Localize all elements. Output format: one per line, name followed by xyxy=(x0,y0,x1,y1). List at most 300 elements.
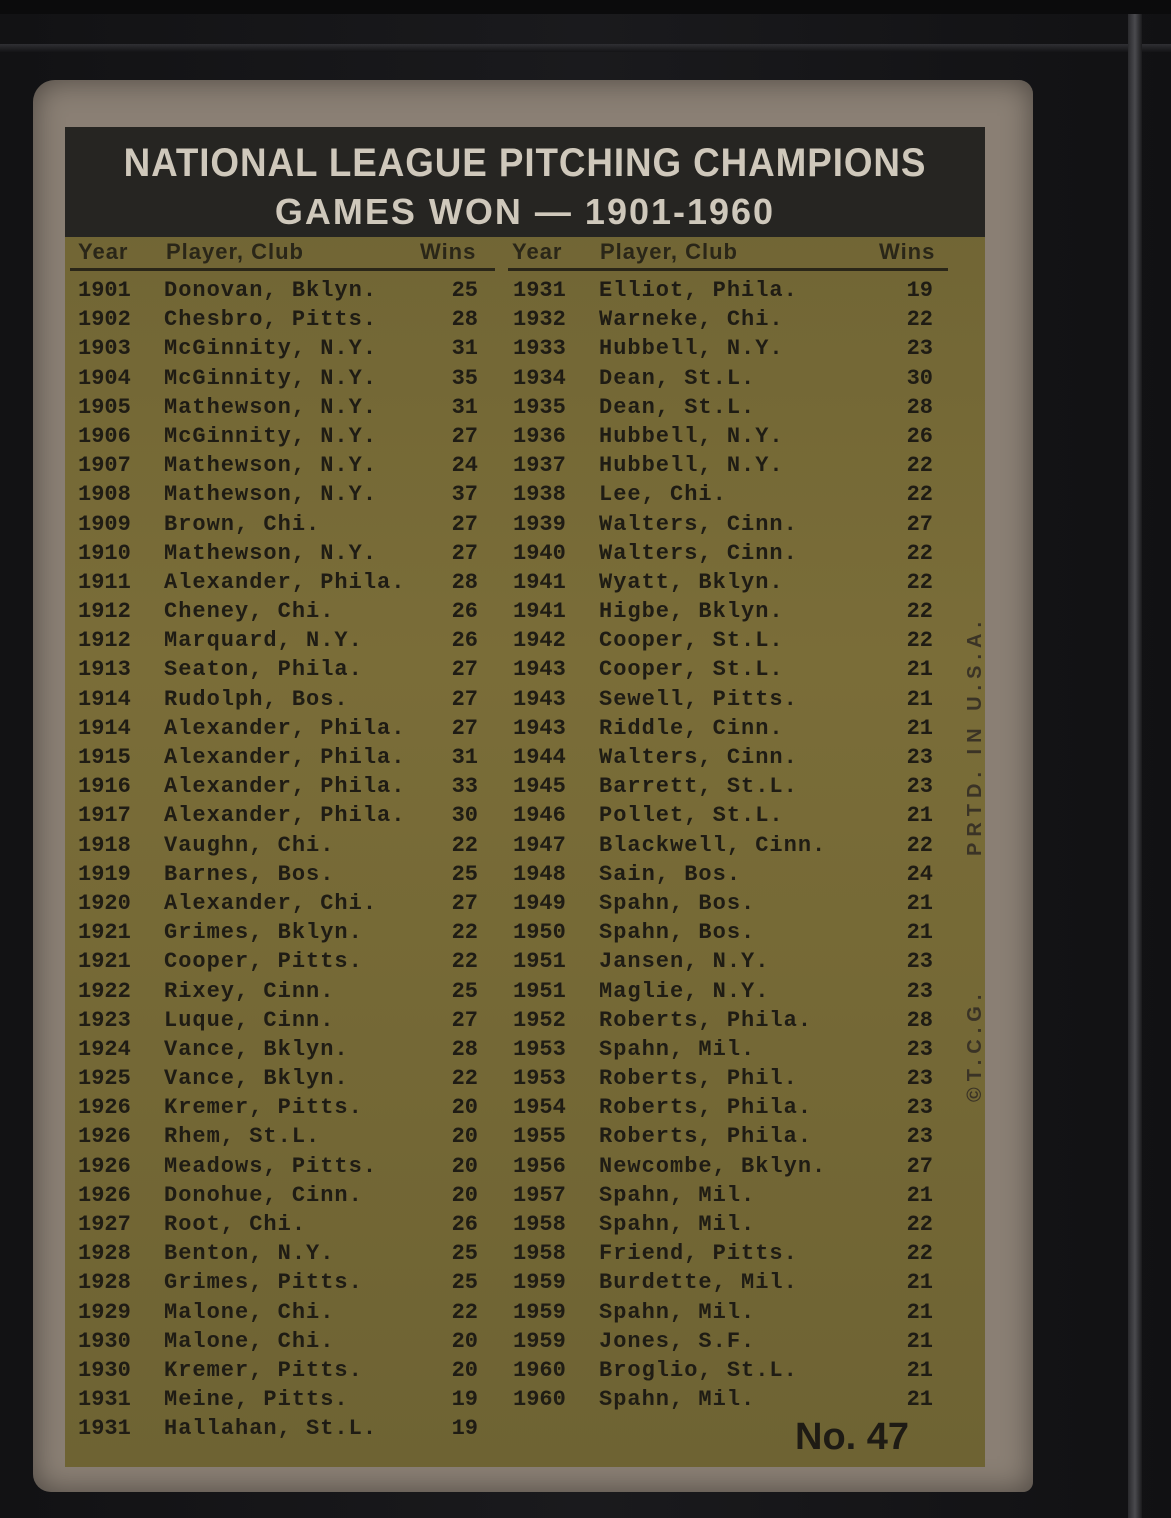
row-year: 1926 xyxy=(78,1124,131,1150)
row-player-club: Meadows, Pitts. xyxy=(164,1153,378,1179)
table-row xyxy=(78,541,478,570)
table-row xyxy=(78,1329,478,1358)
row-year: 1939 xyxy=(513,511,566,537)
row-year: 1918 xyxy=(78,832,131,858)
row-year: 1934 xyxy=(513,365,566,391)
row-wins: 22 xyxy=(906,1241,933,1267)
row-wins: 25 xyxy=(451,1241,478,1267)
row-player-club: Vaughn, Chi. xyxy=(164,832,335,858)
table-row xyxy=(513,1387,933,1416)
row-player-club: Roberts, Phil. xyxy=(599,1066,798,1092)
row-player-club: Grimes, Pitts. xyxy=(164,1270,363,1296)
row-player-club: Alexander, Phila. xyxy=(164,803,406,829)
row-year: 1956 xyxy=(513,1153,566,1179)
row-player-club: Donohue, Cinn. xyxy=(164,1182,363,1208)
row-year: 1906 xyxy=(78,423,131,449)
row-player-club: Luque, Cinn. xyxy=(164,1007,335,1033)
row-player-club: Walters, Cinn. xyxy=(599,540,798,566)
table-row xyxy=(78,336,478,365)
row-wins: 27 xyxy=(451,511,478,537)
left-header-wins: Wins xyxy=(420,239,477,264)
table-row xyxy=(513,687,933,716)
row-player-club: Riddle, Cinn. xyxy=(599,715,784,741)
row-wins: 22 xyxy=(451,920,478,946)
row-year: 1903 xyxy=(78,336,131,362)
table-row xyxy=(78,862,478,891)
row-player-club: Alexander, Chi. xyxy=(164,890,378,916)
table-row xyxy=(513,1212,933,1241)
row-year: 1943 xyxy=(513,657,566,683)
row-player-club: Jansen, N.Y. xyxy=(599,949,770,975)
row-player-club: Benton, N.Y. xyxy=(164,1241,335,1267)
row-year: 1926 xyxy=(78,1182,131,1208)
row-player-club: Higbe, Bklyn. xyxy=(599,599,784,625)
row-player-club: Sewell, Pitts. xyxy=(599,686,798,712)
row-wins: 28 xyxy=(451,1036,478,1062)
table-row xyxy=(78,1066,478,1095)
table-row xyxy=(78,307,478,336)
table-row xyxy=(513,541,933,570)
row-player-club: Blackwell, Cinn. xyxy=(599,832,827,858)
row-wins: 27 xyxy=(451,715,478,741)
row-player-club: Rhem, St.L. xyxy=(164,1124,321,1150)
row-player-club: Burdette, Mil. xyxy=(599,1270,798,1296)
row-year: 1930 xyxy=(78,1328,131,1354)
card-header xyxy=(65,127,985,237)
row-player-club: Alexander, Phila. xyxy=(164,569,406,595)
row-wins: 21 xyxy=(906,1182,933,1208)
row-player-club: McGinnity, N.Y. xyxy=(164,423,378,449)
table-row xyxy=(513,453,933,482)
table-row xyxy=(78,979,478,1008)
row-wins: 19 xyxy=(451,1387,478,1413)
row-wins: 19 xyxy=(906,278,933,303)
row-year: 1921 xyxy=(78,949,131,975)
row-player-club: Spahn, Bos. xyxy=(599,920,756,946)
row-player-club: Cooper, Pitts. xyxy=(164,949,363,975)
table-row xyxy=(78,628,478,657)
row-year: 1954 xyxy=(513,1095,566,1121)
row-year: 1909 xyxy=(78,511,131,537)
row-wins: 30 xyxy=(906,365,933,391)
row-year: 1959 xyxy=(513,1299,566,1325)
row-wins: 22 xyxy=(451,949,478,975)
row-year: 1946 xyxy=(513,803,566,829)
row-wins: 25 xyxy=(451,861,478,887)
table-row xyxy=(78,920,478,949)
row-year: 1951 xyxy=(513,978,566,1004)
row-year: 1959 xyxy=(513,1328,566,1354)
table-row xyxy=(78,1183,478,1212)
row-player-club: Sain, Bos. xyxy=(599,861,742,887)
row-year: 1942 xyxy=(513,628,566,654)
row-year: 1914 xyxy=(78,686,131,712)
row-player-club: Mathewson, N.Y. xyxy=(164,482,378,508)
row-player-club: Vance, Bklyn. xyxy=(164,1036,349,1062)
row-player-club: Hallahan, St.L. xyxy=(164,1416,378,1442)
row-player-club: Spahn, Mil. xyxy=(599,1387,756,1413)
row-wins: 27 xyxy=(451,1007,478,1033)
row-year: 1919 xyxy=(78,861,131,887)
row-player-club: Roberts, Phila. xyxy=(599,1124,813,1150)
row-player-club: Elliot, Phila. xyxy=(599,278,798,303)
table-row xyxy=(513,1270,933,1299)
row-wins: 33 xyxy=(451,774,478,800)
row-player-club: Mathewson, N.Y. xyxy=(164,453,378,479)
row-year: 1957 xyxy=(513,1182,566,1208)
row-year: 1958 xyxy=(513,1212,566,1237)
row-year: 1933 xyxy=(513,336,566,362)
table-row xyxy=(78,1037,478,1066)
row-wins: 27 xyxy=(451,423,478,449)
row-player-club: Spahn, Mil. xyxy=(599,1182,756,1208)
printed-in-usa-note: PRTD. IN U.S.A. xyxy=(964,615,986,856)
row-player-club: Donovan, Bklyn. xyxy=(164,278,378,303)
row-year: 1935 xyxy=(513,394,566,420)
row-year: 1915 xyxy=(78,745,131,770)
row-wins: 31 xyxy=(451,394,478,420)
row-player-club: Seaton, Phila. xyxy=(164,657,363,683)
row-year: 1901 xyxy=(78,278,131,303)
row-year: 1948 xyxy=(513,861,566,887)
table-row xyxy=(78,1095,478,1124)
row-wins: 24 xyxy=(906,861,933,887)
table-row xyxy=(78,1358,478,1387)
right-header-rule xyxy=(508,268,948,271)
row-wins: 26 xyxy=(451,599,478,625)
table-row xyxy=(513,1008,933,1037)
row-year: 1905 xyxy=(78,394,131,420)
table-row xyxy=(78,745,478,774)
row-year: 1907 xyxy=(78,453,131,479)
table-row xyxy=(513,949,933,978)
row-wins: 25 xyxy=(451,278,478,303)
table-row xyxy=(513,803,933,832)
table-row xyxy=(513,1241,933,1270)
table-row xyxy=(78,599,478,628)
row-wins: 21 xyxy=(906,715,933,741)
table-row xyxy=(513,1300,933,1329)
row-player-club: Broglio, St.L. xyxy=(599,1357,798,1383)
row-wins: 20 xyxy=(451,1328,478,1354)
row-wins: 21 xyxy=(906,1299,933,1325)
row-year: 1930 xyxy=(78,1357,131,1383)
row-year: 1943 xyxy=(513,686,566,712)
row-wins: 23 xyxy=(906,978,933,1004)
table-row xyxy=(78,803,478,832)
row-wins: 28 xyxy=(906,1007,933,1033)
row-wins: 20 xyxy=(451,1182,478,1208)
row-year: 1959 xyxy=(513,1270,566,1296)
table-row xyxy=(78,949,478,978)
row-wins: 23 xyxy=(906,1095,933,1121)
row-year: 1949 xyxy=(513,890,566,916)
table-row xyxy=(78,366,478,395)
row-year: 1952 xyxy=(513,1007,566,1033)
row-year: 1912 xyxy=(78,599,131,625)
row-player-club: Hubbell, N.Y. xyxy=(599,423,784,449)
row-player-club: Kremer, Pitts. xyxy=(164,1357,363,1383)
sleeve-right-edge xyxy=(1128,14,1142,1518)
row-year: 1920 xyxy=(78,890,131,916)
row-wins: 23 xyxy=(906,1124,933,1150)
row-wins: 27 xyxy=(451,657,478,683)
row-year: 1926 xyxy=(78,1153,131,1179)
row-year: 1931 xyxy=(78,1387,131,1413)
table-row xyxy=(78,424,478,453)
row-wins: 26 xyxy=(906,423,933,449)
row-player-club: Cooper, St.L. xyxy=(599,657,784,683)
table-row xyxy=(78,512,478,541)
row-wins: 22 xyxy=(906,569,933,595)
row-wins: 23 xyxy=(906,774,933,800)
row-wins: 27 xyxy=(906,1153,933,1179)
table-row xyxy=(513,599,933,628)
row-player-club: Spahn, Mil. xyxy=(599,1299,756,1325)
row-player-club: Walters, Cinn. xyxy=(599,745,798,770)
row-player-club: Friend, Pitts. xyxy=(599,1241,798,1267)
right-champions-list xyxy=(513,278,933,1416)
left-champions-list xyxy=(78,278,478,1446)
row-player-club: Alexander, Phila. xyxy=(164,745,406,770)
table-row xyxy=(513,1037,933,1066)
row-player-club: Lee, Chi. xyxy=(599,482,727,508)
row-player-club: Hubbell, N.Y. xyxy=(599,336,784,362)
row-year: 1913 xyxy=(78,657,131,683)
row-player-club: Pollet, St.L. xyxy=(599,803,784,829)
table-row xyxy=(513,745,933,774)
row-player-club: Walters, Cinn. xyxy=(599,511,798,537)
row-year: 1928 xyxy=(78,1241,131,1267)
right-header-player: Player, Club xyxy=(600,239,738,264)
row-wins: 26 xyxy=(451,628,478,654)
row-player-club: Rixey, Cinn. xyxy=(164,978,335,1004)
right-column-headers xyxy=(512,237,952,271)
row-year: 1929 xyxy=(78,1299,131,1325)
row-year: 1941 xyxy=(513,569,566,595)
row-player-club: McGinnity, N.Y. xyxy=(164,336,378,362)
row-wins: 22 xyxy=(451,832,478,858)
card-number: No. 47 xyxy=(795,1416,910,1458)
row-year: 1958 xyxy=(513,1241,566,1267)
row-year: 1914 xyxy=(78,715,131,741)
row-player-club: Barrett, St.L. xyxy=(599,774,798,800)
card-subtitle: GAMES WON — 1901-1960 xyxy=(274,191,776,232)
row-wins: 20 xyxy=(451,1153,478,1179)
row-wins: 21 xyxy=(906,1270,933,1296)
row-year: 1937 xyxy=(513,453,566,479)
row-year: 1953 xyxy=(513,1036,566,1062)
right-header-wins: Wins xyxy=(879,239,936,264)
row-wins: 22 xyxy=(906,628,933,654)
table-row xyxy=(78,1124,478,1153)
row-wins: 23 xyxy=(906,1066,933,1092)
table-row xyxy=(78,1270,478,1299)
row-wins: 25 xyxy=(451,1270,478,1296)
row-wins: 22 xyxy=(906,307,933,333)
left-header-rule xyxy=(70,268,495,271)
row-year: 1938 xyxy=(513,482,566,508)
row-player-club: Barnes, Bos. xyxy=(164,861,335,887)
row-year: 1943 xyxy=(513,715,566,741)
right-header-year: Year xyxy=(512,239,563,264)
row-year: 1908 xyxy=(78,482,131,508)
table-row xyxy=(513,366,933,395)
row-wins: 21 xyxy=(906,1387,933,1413)
row-year: 1916 xyxy=(78,774,131,800)
table-row xyxy=(78,1416,478,1445)
row-year: 1960 xyxy=(513,1387,566,1413)
row-wins: 22 xyxy=(451,1299,478,1325)
table-row xyxy=(78,1212,478,1241)
table-row xyxy=(513,336,933,365)
row-wins: 27 xyxy=(451,540,478,566)
row-wins: 24 xyxy=(451,453,478,479)
row-wins: 22 xyxy=(906,453,933,479)
row-player-club: McGinnity, N.Y. xyxy=(164,365,378,391)
row-year: 1931 xyxy=(78,1416,131,1442)
row-wins: 21 xyxy=(906,890,933,916)
table-row xyxy=(513,395,933,424)
table-row xyxy=(513,570,933,599)
left-header-player: Player, Club xyxy=(166,239,304,264)
table-row xyxy=(78,774,478,803)
row-year: 1950 xyxy=(513,920,566,946)
row-year: 1947 xyxy=(513,832,566,858)
row-player-club: Hubbell, N.Y. xyxy=(599,453,784,479)
row-wins: 19 xyxy=(451,1416,478,1442)
row-player-club: Rudolph, Bos. xyxy=(164,686,349,712)
table-row xyxy=(513,891,933,920)
row-wins: 21 xyxy=(906,686,933,712)
row-wins: 21 xyxy=(906,657,933,683)
row-player-club: Dean, St.L. xyxy=(599,394,756,420)
table-row xyxy=(513,278,933,307)
table-row xyxy=(78,278,478,307)
table-row xyxy=(78,570,478,599)
row-wins: 23 xyxy=(906,745,933,770)
card-title: NATIONAL LEAGUE PITCHING CHAMPIONS xyxy=(123,141,927,185)
row-year: 1912 xyxy=(78,628,131,654)
row-player-club: Roberts, Phila. xyxy=(599,1095,813,1121)
row-wins: 28 xyxy=(451,307,478,333)
table-row xyxy=(513,1066,933,1095)
row-player-club: Root, Chi. xyxy=(164,1212,307,1237)
row-year: 1902 xyxy=(78,307,131,333)
table-row xyxy=(78,482,478,511)
row-year: 1955 xyxy=(513,1124,566,1150)
table-row xyxy=(513,657,933,686)
row-wins: 23 xyxy=(906,336,933,362)
table-row xyxy=(513,1358,933,1387)
table-row xyxy=(513,716,933,745)
row-player-club: Cheney, Chi. xyxy=(164,599,335,625)
row-wins: 21 xyxy=(906,1328,933,1354)
row-wins: 27 xyxy=(451,686,478,712)
table-row xyxy=(513,482,933,511)
table-row xyxy=(78,716,478,745)
table-row xyxy=(513,424,933,453)
row-player-club: Alexander, Phila. xyxy=(164,715,406,741)
table-row xyxy=(78,833,478,862)
row-player-club: Spahn, Mil. xyxy=(599,1036,756,1062)
left-column-headers xyxy=(78,237,493,271)
table-row xyxy=(513,774,933,803)
table-row xyxy=(78,657,478,686)
table-row xyxy=(513,862,933,891)
row-wins: 31 xyxy=(451,336,478,362)
row-player-club: Dean, St.L. xyxy=(599,365,756,391)
table-row xyxy=(513,628,933,657)
row-year: 1945 xyxy=(513,774,566,800)
table-row xyxy=(513,512,933,541)
table-row xyxy=(78,1387,478,1416)
row-player-club: Mathewson, N.Y. xyxy=(164,394,378,420)
table-row xyxy=(78,395,478,424)
row-wins: 20 xyxy=(451,1124,478,1150)
row-player-club: Brown, Chi. xyxy=(164,511,321,537)
table-row xyxy=(513,1124,933,1153)
row-wins: 22 xyxy=(906,599,933,625)
row-player-club: Kremer, Pitts. xyxy=(164,1095,363,1121)
row-wins: 20 xyxy=(451,1357,478,1383)
row-wins: 21 xyxy=(906,1357,933,1383)
table-row xyxy=(78,1008,478,1037)
copyright-note: ©T.C.G. xyxy=(964,988,986,1102)
row-year: 1936 xyxy=(513,423,566,449)
row-player-club: Marquard, N.Y. xyxy=(164,628,363,654)
row-player-club: Grimes, Bklyn. xyxy=(164,920,363,946)
row-player-club: Malone, Chi. xyxy=(164,1299,335,1325)
row-player-club: Mathewson, N.Y. xyxy=(164,540,378,566)
row-year: 1928 xyxy=(78,1270,131,1296)
table-row xyxy=(513,1095,933,1124)
row-year: 1941 xyxy=(513,599,566,625)
row-wins: 22 xyxy=(451,1066,478,1092)
row-wins: 35 xyxy=(451,365,478,391)
table-row xyxy=(78,1154,478,1183)
row-player-club: Chesbro, Pitts. xyxy=(164,307,378,333)
table-row xyxy=(513,1329,933,1358)
row-player-club: Spahn, Bos. xyxy=(599,890,756,916)
row-wins: 25 xyxy=(451,978,478,1004)
table-row xyxy=(78,891,478,920)
row-year: 1923 xyxy=(78,1007,131,1033)
row-wins: 26 xyxy=(451,1212,478,1237)
row-wins: 22 xyxy=(906,540,933,566)
table-row xyxy=(78,687,478,716)
row-wins: 30 xyxy=(451,803,478,829)
table-row xyxy=(513,920,933,949)
row-year: 1910 xyxy=(78,540,131,566)
row-year: 1927 xyxy=(78,1212,131,1237)
row-year: 1922 xyxy=(78,978,131,1004)
row-wins: 21 xyxy=(906,803,933,829)
row-wins: 22 xyxy=(906,832,933,858)
table-row xyxy=(513,833,933,862)
row-year: 1951 xyxy=(513,949,566,975)
row-wins: 20 xyxy=(451,1095,478,1121)
row-year: 1925 xyxy=(78,1066,131,1092)
row-wins: 22 xyxy=(906,1212,933,1237)
table-row xyxy=(513,1154,933,1183)
row-year: 1911 xyxy=(78,569,131,595)
row-wins: 23 xyxy=(906,949,933,975)
row-year: 1944 xyxy=(513,745,566,770)
row-wins: 21 xyxy=(906,920,933,946)
row-player-club: Alexander, Phila. xyxy=(164,774,406,800)
row-year: 1953 xyxy=(513,1066,566,1092)
